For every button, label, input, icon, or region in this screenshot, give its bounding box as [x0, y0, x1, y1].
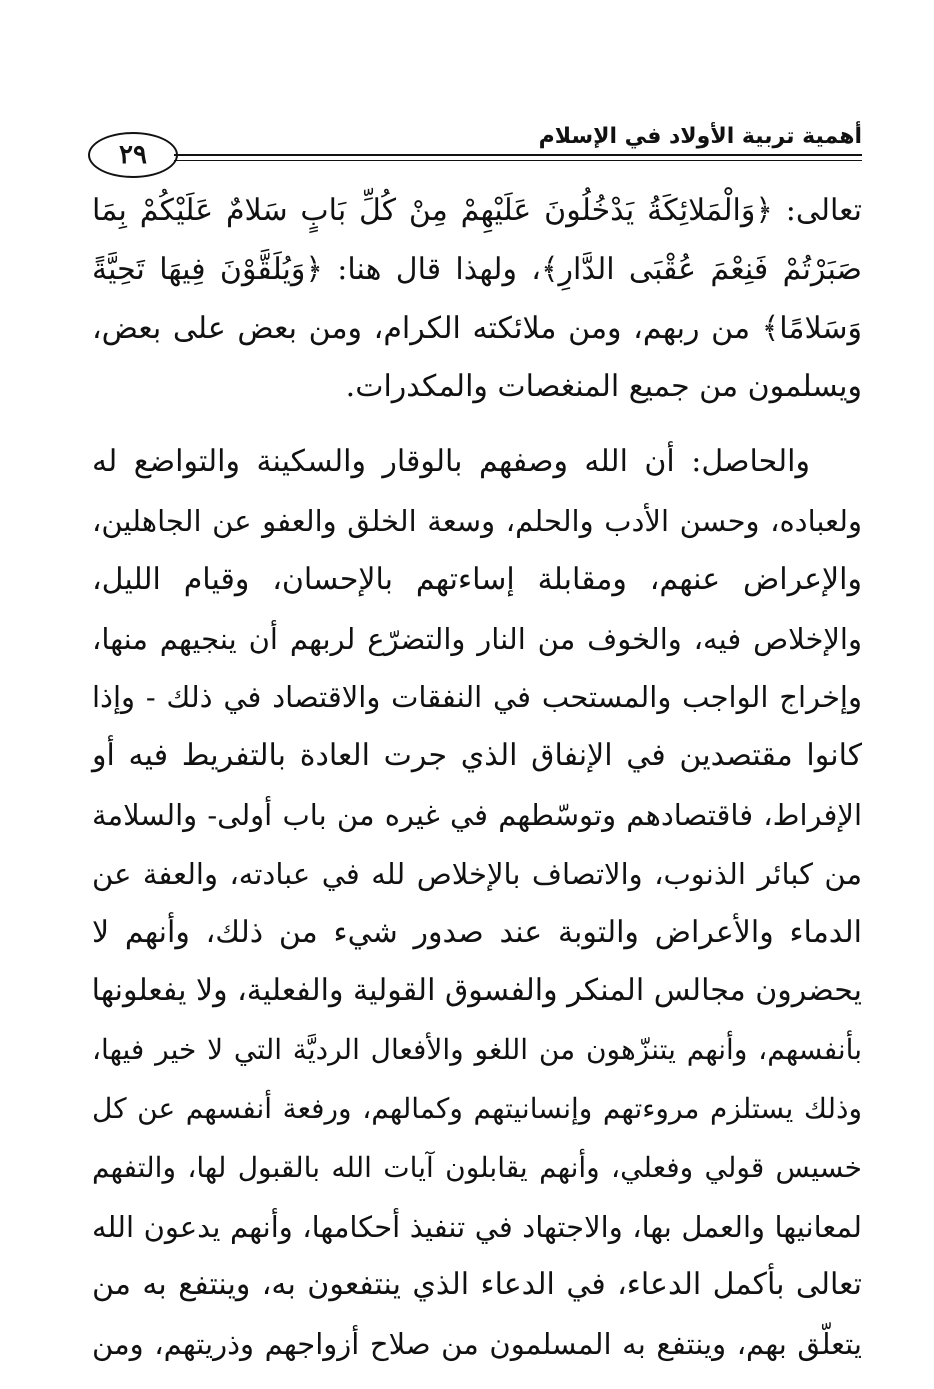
- text-line: ولعباده، وحسن الأدب والحلم، وسعة الخلق والعفو عن الجاهلين،: [92, 503, 862, 538]
- paragraph: [92, 182, 862, 417]
- page-number: ٢٩: [88, 132, 178, 178]
- page-header: [88, 124, 868, 180]
- header-rule: [174, 154, 862, 156]
- text-line: صَبَرْتُمْ فَنِعْمَ عُقْبَى الدَّارِ﴾، ولهذا قال هنا: ﴿وَيُلَقَّوْنَ فِيهَا تَحِيَّةً: [92, 251, 862, 287]
- text-line: تعالى بأكمل الدعاء، في الدعاء الذي ينتفعون به، وينتفع به من: [92, 1267, 862, 1303]
- text-line: لمعانيها والعمل بها، والاجتهاد في تنفيذ أحكامها، وأنهم يدعون الله: [92, 1209, 862, 1244]
- text-line: يحضرون مجالس المنكر والفسوق القولية والفعلية، ولا يفعلونها: [91, 973, 862, 1009]
- text-line: الدماء والأعراض والتوبة عند صدور شيء من ذلك، وأنهم لا: [92, 914, 862, 950]
- text-line: وذلك يستلزم مروءتهم وإنسانيتهم وكمالهم، ورفعة أنفسهم عن كل: [92, 1091, 862, 1125]
- text-line: كانوا مقتصدين في الإنفاق الذي جرت العادة بالتفريط فيه أو: [92, 738, 862, 774]
- running-title: أهمية تربية الأولاد في الإسلام: [538, 124, 862, 149]
- paragraph: [92, 433, 862, 1374]
- body-text: [92, 182, 862, 1374]
- text-line: ويسلمون من جميع المنغصات والمكدرات.: [345, 369, 862, 405]
- text-line: والحاصل: أن الله وصفهم بالوقار والسكينة والتواضع له: [92, 444, 810, 480]
- text-line: والإعراض عنهم، ومقابلة إساءتهم بالإحسان، وقيام الليل،: [92, 561, 862, 597]
- header-rule-thin: [174, 160, 862, 161]
- text-line: وَسَلامًا﴾ من ربهم، ومن ملائكته الكرام، ومن بعض على بعض،: [92, 310, 862, 346]
- text-line: الإفراط، فاقتصادهم وتوسّطهم في غيره من باب أولى- والسلامة: [92, 797, 862, 832]
- text-line: وإخراج الواجب والمستحب في النفقات والاقتصاد في ذلك - وإذا: [92, 680, 862, 715]
- text-line: يتعلّق بهم، وينتفع به المسلمون من صلاح أزواجهم وذريتهم، ومن: [92, 1327, 862, 1362]
- text-line: من كبائر الذنوب، والاتصاف بالإخلاص لله في عبادته، والعفة عن: [92, 856, 862, 891]
- text-line: تعالى: ﴿وَالْمَلائِكَةُ يَدْخُلُونَ عَلَيْهِمْ مِنْ كُلِّ بَابٍ سَلامٌ عَلَيْكُمْ بِمَا: [92, 193, 862, 228]
- text-line: خسيس قولي وفعلي، وأنهم يقابلون آيات الله بالقبول لها، والتفهم: [92, 1150, 862, 1184]
- text-line: والإخلاص فيه، والخوف من النار والتضرّع لربهم أن ينجيهم منها،: [92, 621, 862, 656]
- text-line: بأنفسهم، وأنهم يتنزّهون من اللغو والأفعال الرديَّة التي لا خير فيها،: [92, 1033, 862, 1067]
